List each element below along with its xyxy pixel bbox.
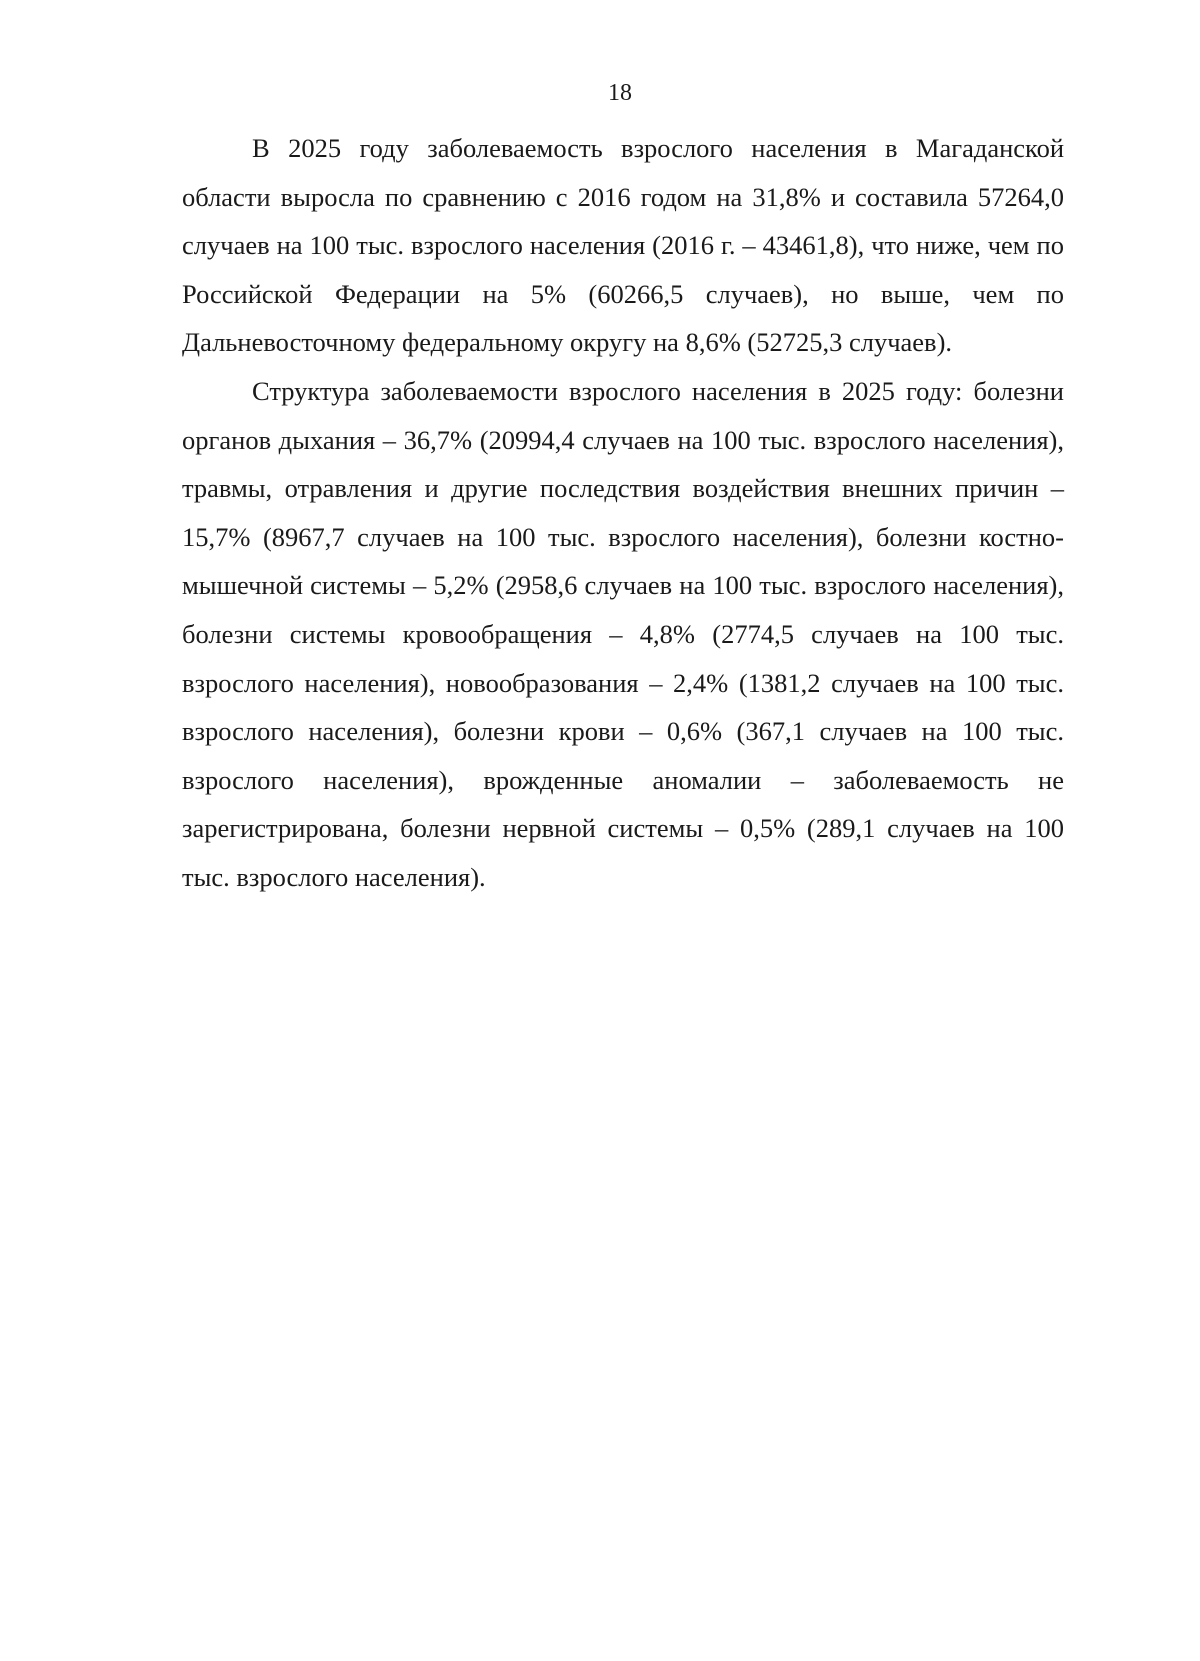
paragraph-incidence-structure: Структура заболеваемости взрослого населения в 2025 году: болезни органов дыхания – 36,7% (20994,4 случаев на 100 тыс. взрослого населения), травмы, отравления и другие последствия воздействия внешних причин – 15,7% (8967,7 случаев на 100 тыс. взрослого населения), болезни костно-мышечной системы – 5,2% (2958,6 случаев на 100 тыс. взрослого населения), болезни системы кровообращения – 4,8% (2774,5 случаев на 100 тыс. взрослого населения), новообразования – 2,4% (1381,2 случаев на 100 тыс. взрослого населения), болезни крови – 0,6% (367,1 случаев на 100 тыс. взрослого населения), врожденные аномалии – заболеваемость не зарегистрирована, болезни нервной системы – 0,5% (289,1 случаев на 100 тыс. взрослого населения). <box>182 375 1064 892</box>
body-text <box>182 124 1064 902</box>
page-number: 18 <box>608 80 632 106</box>
paragraph-incidence-summary: В 2025 году заболеваемость взрослого населения в Магаданской области выросла по сравнению с 2016 годом на 31,8% и составила 57264,0 случаев на 100 тыс. взрослого населения (2016 г. – 43461,8), что ниже, чем по Российской Федерации на 5% (60266,5 случаев), но выше, чем по Дальневосточному федеральному округу на 8,6% (52725,3 случаев). <box>182 133 1064 358</box>
